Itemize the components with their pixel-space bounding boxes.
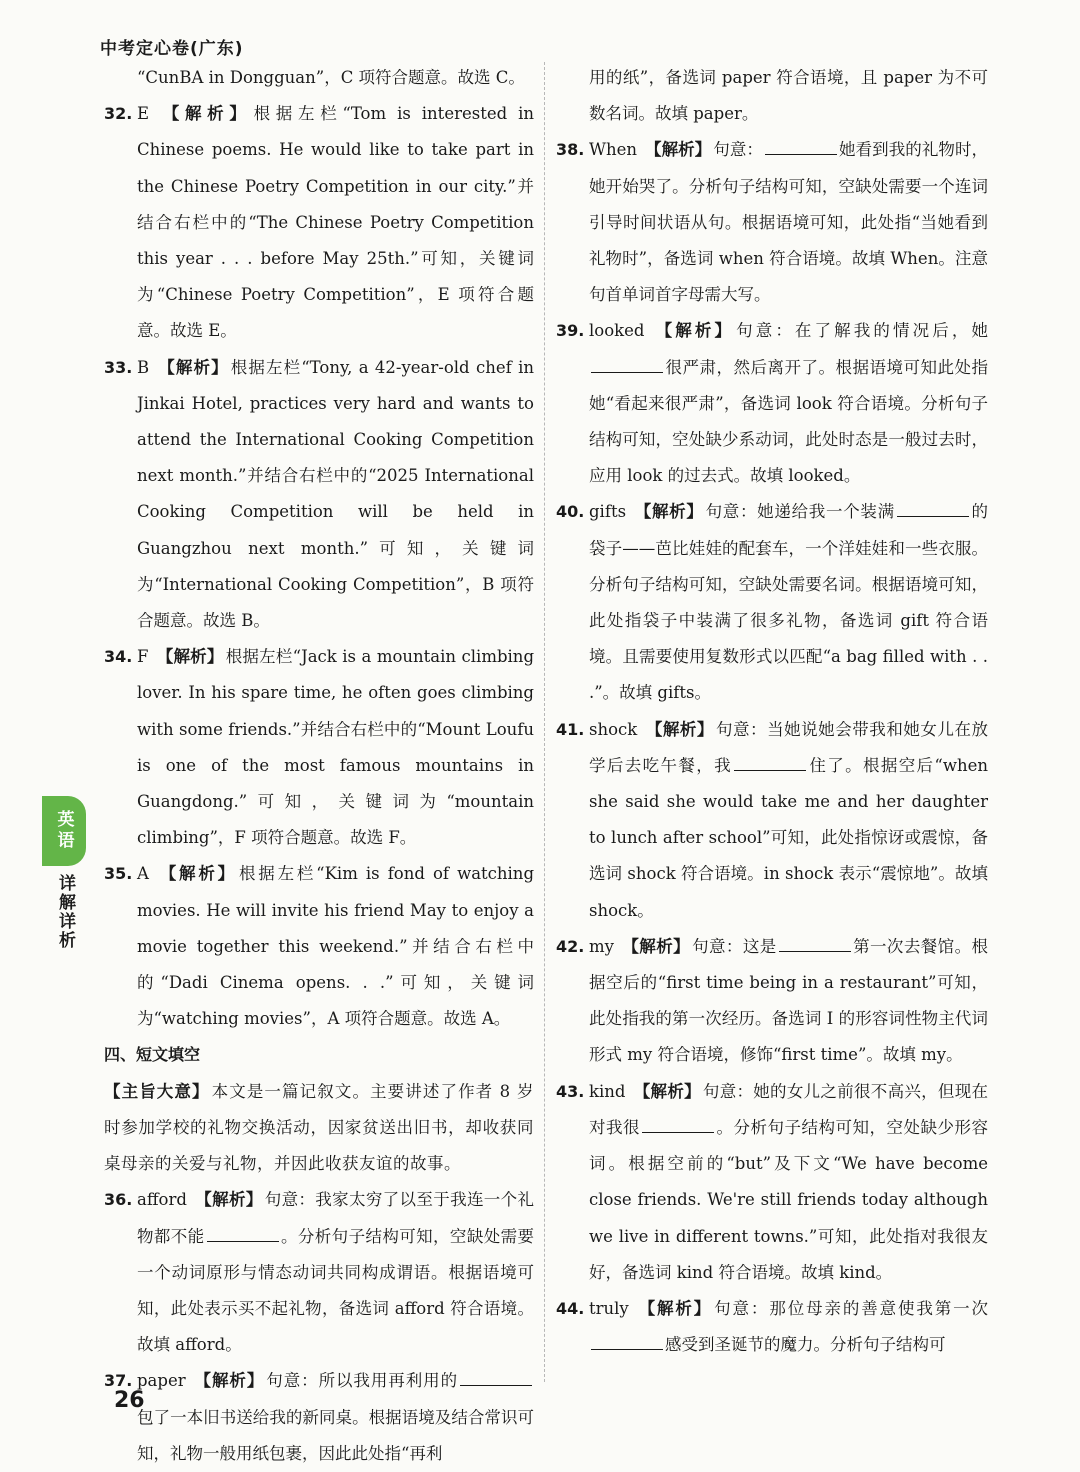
analysis-text: 句意：当她说她会带我和她女儿在放学后去吃午餐，我 (589, 719, 989, 775)
question-number: 34. (104, 647, 133, 667)
analysis-text: 。分析句子结构可知，空处缺少形容词。根据空前的“but”及下文“We have become close friends. We're still friends today although we live in different towns.”可知，此处指对我很友好，备选词 kind 符合语境。故填 kind。 (589, 1117, 988, 1282)
answer-39 (556, 313, 988, 494)
analysis-text: 根据左栏“Jack is a mountain climbing lover. In his spare time, he often goes climbing with some friends.”并结合右栏中的“Mount Loufu is one of the most famous mountains in Guangdong.”可知，关键词为“mountain climbing”，F 项符合题意。故选 F。 (137, 647, 535, 848)
analysis-text: 的袋子——芭比娃娃的配套车，一个洋娃娃和一些衣服。分析句子结构可知，空缺处需要名词。根据语境可知，此处指袋子中装满了很多礼物，备选词 gift 符合语境。且需要使用复数形式以匹配“a bag filled with . . .”。故填 gifts。 (589, 502, 988, 703)
answer-blank (897, 515, 969, 517)
answer-34 (104, 639, 534, 856)
analysis-tag: 【解析】 (193, 1371, 265, 1391)
question-number: 44. (556, 1298, 585, 1318)
analysis-text: 。分析句子结构可知，空缺处需要一个动词原形与情态动词共同构成谓语。根据语境可知，此处表示买不起礼物，备选词 afford 符合语境。故填 afford。 (137, 1226, 535, 1355)
answer-42 (556, 929, 988, 1074)
answer-key: B (137, 357, 150, 377)
analysis-tag: 【解析】 (194, 1190, 263, 1210)
question-number: 43. (556, 1081, 585, 1101)
continued-text: “CunBA in Dongguan”，C 项符合题意。故选 C。 (137, 68, 525, 87)
analysis-text: 第一次去餐馆。根据空后的“first time being in a restaurant”可知，此处指我的第一次经历。备选词 I 的形容词性物主代词形式 my 符合语境，修饰“first time”。故填 my。 (589, 936, 989, 1065)
answer-43 (556, 1074, 988, 1291)
analysis-text: 句意：她递给我一个装满 (705, 502, 895, 522)
analysis-text: 根据左栏“Kim is fond of watching movies. He will invite his friend May to enjoy a movie together this weekend.”并结合右栏中的“Dadi Cinema opens. . .”可知，关键词为“watching movies”，A 项符合题意。故选 A。 (137, 864, 534, 1029)
analysis-tag: 【解析】 (633, 1081, 701, 1101)
question-number: 39. (556, 321, 585, 341)
question-number: 32. (104, 104, 133, 124)
answer-38 (556, 132, 988, 313)
analysis-text: 句意：在了解我的情况后，她 (736, 321, 989, 341)
answer-blank (460, 1384, 532, 1386)
answer-35 (104, 856, 534, 1037)
main-idea-text: 本文是一篇记叙文。主要讲述了作者 8 岁时参加学校的礼物交换活动，因家贫送出旧书，却收获同桌母亲的关爱与礼物，并因此收获友谊的故事。 (104, 1081, 534, 1174)
answer-blank (642, 1131, 714, 1133)
answer-key: When (589, 140, 637, 160)
page-number: 26 (114, 1388, 145, 1413)
analysis-text: 句意：她的女儿之前很不高兴，但现在对我很 (589, 1081, 989, 1137)
subject-tab: 英语 (42, 796, 86, 866)
analysis-tag: 【解析】 (652, 321, 735, 341)
analysis-tag: 【解析】 (156, 864, 237, 884)
analysis-text: 根据左栏“Tom is interested in Chinese poems. He would like to take part in the Chinese Poetry Competition in our city.”并结合右栏中的“The Chinese Poetry Competition this year . . . before May 25th.”可知，关键词为“Chinese Poetry Competition”，E 项符合题意。故选 E。 (137, 104, 535, 341)
analysis-tag: 【解析】 (157, 104, 252, 124)
answer-37 (104, 1363, 534, 1472)
question-number: 37. (104, 1371, 133, 1391)
analysis-text: 住了。根据空后“when she said she would take me and her daughter to lunch after school”可知，此处指惊讶或震惊，备选词 shock 符合语境。in shock 表示“震惊地”。故填 shock。 (589, 755, 989, 920)
analysis-tag: 【解析】 (157, 357, 229, 377)
answer-key: kind (589, 1081, 626, 1101)
answer-32 (104, 96, 534, 349)
analysis-text: 包了一本旧书送给我的新同桌。根据语境及结合常识可知，礼物一般用纸包裹，因此此处指“再利 (137, 1407, 534, 1463)
answer-36 (104, 1182, 534, 1363)
main-idea (104, 1074, 534, 1183)
answer-key: afford (137, 1190, 187, 1210)
question-number: 41. (556, 719, 585, 739)
main-idea-tag: 【主旨大意】 (104, 1081, 210, 1101)
answer-40 (556, 494, 988, 711)
analysis-tag: 【解析】 (644, 140, 712, 160)
answer-key: paper (137, 1371, 186, 1391)
answer-key: E (137, 104, 150, 124)
analysis-tag: 【解析】 (645, 719, 714, 739)
analysis-text: 很严肃，然后离开了。根据语境可知此处指她“看起来很严肃”，备选词 look 符合语境。分析句子结构可知，空处缺少系动词，此处时态是一般过去时，应用 look 的过去式。故填 looked。 (589, 357, 988, 486)
section-title: 四、短文填空 (104, 1045, 201, 1065)
analysis-tag: 【解析】 (634, 502, 704, 522)
analysis-text: 句意：那位母亲的善意使我第一次 (714, 1298, 989, 1318)
analysis-tag: 【解析】 (156, 647, 224, 667)
analysis-text: 句意：我家太穷了以至于我连一个礼物都不能 (137, 1190, 535, 1246)
answer-key: A (137, 864, 149, 884)
answer-41 (556, 712, 988, 929)
answer-key: looked (589, 321, 645, 341)
question-number: 42. (556, 936, 585, 956)
analysis-text: 感受到圣诞节的魔力。分析句子结构可 (665, 1335, 946, 1355)
answer-key: gifts (589, 502, 627, 522)
question-number: 38. (556, 140, 585, 160)
column-divider (544, 62, 545, 1382)
answer-key: F (137, 647, 149, 667)
question-number: 35. (104, 864, 133, 884)
analysis-tag: 【解析】 (636, 1298, 713, 1318)
question-number: 40. (556, 502, 585, 522)
answer-key: truly (589, 1298, 629, 1318)
continued-text: 用的纸”，备选词 paper 符合语境，且 paper 为不可数名词。故填 paper。 (589, 68, 988, 124)
answer-blank (765, 153, 837, 155)
left-column (104, 60, 534, 1472)
answer-blank (591, 371, 663, 373)
answer-key: shock (589, 719, 638, 739)
answer-blank (591, 1348, 663, 1350)
section-side-label: 详解详析 (55, 874, 75, 950)
analysis-text: 根据左栏“Tony, a 42-year-old chef in Jinkai Hotel, practices very hard and wants to attend the International Cooking Competition next month.”并结合右栏中的“2025 International Cooking Competition will be held in Guangzhou next month.”可知，关键词为“International Cooking Competition”，B 项符合题意。故选 B。 (137, 357, 534, 631)
analysis-text: 句意：所以我用再利用的 (266, 1371, 459, 1391)
right-column (556, 60, 988, 1363)
question-number: 36. (104, 1190, 133, 1210)
analysis-text: 句意： (713, 140, 763, 160)
analysis-tag: 【解析】 (621, 936, 691, 956)
page-header: 中考定心卷(广东) (100, 39, 244, 59)
answer-blank (207, 1240, 279, 1242)
answer-key: my (589, 936, 614, 956)
analysis-text: 句意：这是 (692, 936, 777, 956)
answer-blank (734, 769, 806, 771)
question-number: 33. (104, 357, 133, 377)
analysis-text: 她看到我的礼物时，她开始哭了。分析句子结构可知，空缺处需要一个连词引导时间状语从句。根据语境可知，此处指“当她看到礼物时”，备选词 when 符合语境。故填 When。注意句首单词首字母需大写。 (589, 140, 989, 305)
answer-33 (104, 350, 534, 640)
answer-44 (556, 1291, 988, 1363)
answer-blank (779, 950, 851, 952)
